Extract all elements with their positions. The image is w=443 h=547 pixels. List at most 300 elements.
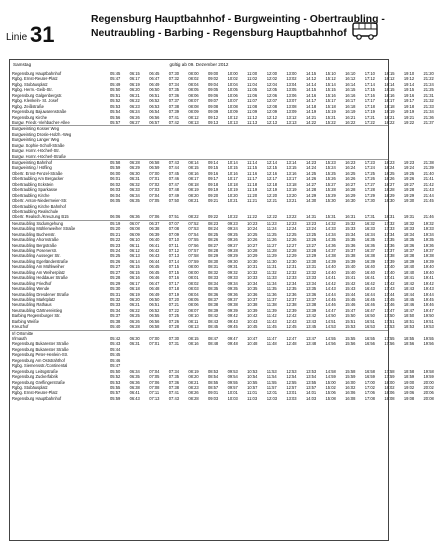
departure-time: 09:27 xyxy=(227,242,238,248)
departure-time: 17:28 xyxy=(364,187,375,193)
departure-time: 16:22 xyxy=(345,119,356,125)
departure-time: 14:53 xyxy=(325,324,336,330)
departure-time: 08:43 xyxy=(207,318,219,324)
day-label: Samstag xyxy=(13,62,32,67)
departure-time: 12:25 xyxy=(286,231,297,237)
departure-time: 15:06 xyxy=(325,390,336,396)
departure-time: 13:55 xyxy=(305,379,317,385)
departure-time: 14:28 xyxy=(305,187,317,193)
departure-time: 18:55 xyxy=(403,336,415,341)
departure-time: 10:18 xyxy=(227,181,238,187)
departure-time: 16:56 xyxy=(364,341,375,347)
departure-time: 08:02 xyxy=(188,280,199,286)
departure-time: 10:12 xyxy=(227,114,238,120)
stop-name: Rgbg. Herm.-Geib-Str. xyxy=(12,87,53,93)
departure-time: 09:07 xyxy=(207,98,219,104)
departure-time: 15:39 xyxy=(345,258,356,264)
departure-time: 19:47 xyxy=(423,307,434,313)
stop-name: Kreuzhof xyxy=(12,324,29,330)
departure-time: 08:19 xyxy=(188,368,199,374)
stop-name: Neutraubling Posenerstr. xyxy=(12,248,58,253)
stop-name: Neutraubling Rathaus xyxy=(12,302,52,308)
departure-time: 16:47 xyxy=(364,307,375,313)
departure-time: 11:06 xyxy=(247,92,258,98)
departure-time: 14:59 xyxy=(325,374,336,380)
departure-time: 18:28 xyxy=(384,187,395,193)
departure-time: 05:46 xyxy=(110,357,121,363)
departure-time: 05:47 xyxy=(110,76,121,82)
departure-time: 13:57 xyxy=(305,384,317,390)
departure-time: 19:00 xyxy=(403,379,415,385)
departure-time: 18:40 xyxy=(403,269,415,275)
departure-time: 17:10 xyxy=(364,71,375,76)
departure-time: 06:32 xyxy=(129,181,140,187)
departure-time: 10:03 xyxy=(227,395,238,401)
departure-time: 09:34 xyxy=(227,280,238,286)
departure-time: 10:27 xyxy=(247,242,258,248)
departure-time: 07:32 xyxy=(168,76,180,82)
departure-time: 08:19 xyxy=(188,187,199,193)
departure-time: 18:24 xyxy=(384,165,395,171)
departure-time: 17:22 xyxy=(364,119,375,125)
departure-time: 19:02 xyxy=(403,384,415,390)
departure-time: 18:06 xyxy=(384,390,395,396)
departure-time: 08:30 xyxy=(207,258,219,264)
departure-time: 09:29 xyxy=(227,253,238,259)
stop-name: Neutraubling Südumgehung xyxy=(12,220,63,226)
departure-time: 12:36 xyxy=(286,291,297,297)
departure-time: 08:09 xyxy=(188,109,199,115)
departure-time: 11:38 xyxy=(266,302,277,308)
departure-time: 11:31 xyxy=(266,264,277,270)
departure-time: 18:26 xyxy=(384,176,395,182)
departure-time: 19:19 xyxy=(403,109,415,115)
departure-time: 21:33 xyxy=(423,103,434,109)
departure-time: 11:04 xyxy=(247,81,258,87)
departure-time: 18:12 xyxy=(384,76,395,82)
departure-time: 14:15 xyxy=(305,87,317,93)
departure-time: 13:20 xyxy=(286,192,297,198)
departure-time: 13:42 xyxy=(305,313,317,319)
departure-time: 19:27 xyxy=(403,181,415,187)
departure-time: 05:49 xyxy=(110,81,121,87)
departure-time: 09:48 xyxy=(227,341,238,347)
departure-time: 14:01 xyxy=(305,390,317,396)
departure-time: 07:35 xyxy=(168,374,180,380)
departure-time: 14:46 xyxy=(325,302,336,308)
departure-time: 09:06 xyxy=(207,92,219,98)
departure-time: 16:12 xyxy=(345,76,356,82)
departure-time: 05:54 xyxy=(110,109,121,115)
departure-time: 14:16 xyxy=(305,92,317,98)
departure-time: 08:20 xyxy=(188,192,199,198)
departure-time: 19:40 xyxy=(423,264,434,270)
departure-time: 15:55 xyxy=(345,336,356,341)
departure-time: 09:30 xyxy=(227,258,238,264)
departure-time: 16:24 xyxy=(345,165,356,171)
departure-time: 05:21 xyxy=(110,231,121,237)
departure-time: 16:21 xyxy=(345,114,356,120)
departure-time: 21:36 xyxy=(423,114,434,120)
departure-time: 15:23 xyxy=(325,160,336,165)
departure-time: 08:11 xyxy=(188,318,199,324)
departure-time: 09:57 xyxy=(227,384,238,390)
departure-time: 15:16 xyxy=(325,92,336,98)
departure-time: 18:33 xyxy=(403,226,415,232)
stop-name: Regensburg Greflingerstraße xyxy=(12,379,66,385)
departure-time: 16:29 xyxy=(345,192,356,198)
departure-time: 06:29 xyxy=(129,165,140,171)
departure-time: 11:01 xyxy=(247,390,258,396)
departure-time: 07:03 xyxy=(149,187,160,193)
departure-time: 11:27 xyxy=(266,242,277,248)
departure-time: 08:47 xyxy=(207,336,219,341)
departure-time: 18:17 xyxy=(384,98,395,104)
departure-time: 11:16 xyxy=(247,170,258,176)
departure-time: 14:55 xyxy=(325,336,336,341)
departure-time: 12:54 xyxy=(286,374,297,380)
departure-time: 07:11 xyxy=(149,390,160,396)
departure-time: 05:51 xyxy=(110,92,121,98)
departure-time: 06:31 xyxy=(129,176,140,182)
departure-time: 09:37 xyxy=(227,296,238,302)
departure-time: 12:33 xyxy=(286,275,297,281)
departure-time: 07:04 xyxy=(149,368,160,374)
departure-time: 10:26 xyxy=(247,237,258,243)
departure-time: 05:30 xyxy=(110,286,121,292)
departure-time: 10:53 xyxy=(247,368,258,374)
departure-time: 12:57 xyxy=(286,384,297,390)
stop-name: Obertraubling Kirche Bahnhof xyxy=(12,203,66,209)
departure-time: 19:51 xyxy=(423,318,434,324)
departure-time: 09:24 xyxy=(227,226,238,232)
departure-time: 11:24 xyxy=(266,226,277,232)
departure-time: 05:45 xyxy=(110,352,121,358)
departure-time: 11:05 xyxy=(247,87,258,93)
departure-time: 07:36 xyxy=(168,92,180,98)
departure-time: 07:44 xyxy=(168,165,180,171)
departure-time: 07:16 xyxy=(168,275,180,281)
departure-time: 07:28 xyxy=(168,324,180,330)
stop-name: Regensburg Galgenbergstr. xyxy=(12,92,63,98)
departure-time: 18:34 xyxy=(403,231,415,237)
departure-time: 12:23 xyxy=(286,220,297,226)
departure-time: 14:30 xyxy=(305,198,317,204)
departure-time: 13:38 xyxy=(305,302,317,308)
departure-time: 09:12 xyxy=(207,114,219,120)
departure-time: 14:26 xyxy=(305,176,317,182)
departure-time: 15:44 xyxy=(345,291,356,297)
stop-name: Obertraubling Kirche xyxy=(12,192,50,198)
departure-time: 05:27 xyxy=(110,264,121,270)
departure-time: 10:43 xyxy=(247,318,258,324)
departure-time: 17:41 xyxy=(384,275,395,281)
departure-time: 08:37 xyxy=(207,296,219,302)
departure-time: 06:36 xyxy=(129,379,140,385)
departure-time: 06:02 xyxy=(110,181,121,187)
departure-time: 09:38 xyxy=(227,302,238,308)
departure-time: 15:45 xyxy=(345,296,356,302)
departure-time: 21:20 xyxy=(423,71,434,76)
departure-time: 18:37 xyxy=(403,248,415,253)
departure-time: 14:34 xyxy=(325,231,336,237)
departure-time: 19:36 xyxy=(423,242,434,248)
departure-time: 08:16 xyxy=(188,170,199,176)
departure-time: 07:01 xyxy=(149,341,160,347)
departure-time: 07:04 xyxy=(149,192,160,198)
departure-time: 09:04 xyxy=(207,81,219,87)
departure-time: 05:33 xyxy=(110,302,121,308)
departure-time: 14:45 xyxy=(325,296,336,302)
departure-time: 19:25 xyxy=(403,170,415,176)
departure-time: 14:14 xyxy=(305,81,317,87)
departure-time: 15:02 xyxy=(325,384,336,390)
departure-time: 06:09 xyxy=(129,231,140,237)
departure-time: 07:37 xyxy=(168,98,180,104)
departure-time: 13:54 xyxy=(305,374,317,380)
departure-time: 06:19 xyxy=(129,291,140,297)
departure-time: 17:33 xyxy=(384,226,395,232)
departure-time: 11:08 xyxy=(247,103,258,109)
departure-time: 18:51 xyxy=(403,318,415,324)
departure-time: 17:51 xyxy=(384,318,395,324)
departure-time: 17:18 xyxy=(364,103,375,109)
departure-time: 18:18 xyxy=(384,103,395,109)
departure-time: 13:35 xyxy=(305,286,317,292)
departure-time: 17:55 xyxy=(384,336,395,341)
departure-time: 08:39 xyxy=(207,307,219,313)
departure-time: 09:20 xyxy=(207,192,219,198)
departure-time: 16:36 xyxy=(364,242,375,248)
stop-name: Regensburg Hauptbahnhof xyxy=(12,395,62,401)
departure-time: 14:36 xyxy=(325,242,336,248)
departure-time: 06:56 xyxy=(149,114,160,120)
departure-time: 15:42 xyxy=(345,280,356,286)
departure-time: 12:21 xyxy=(266,198,277,204)
departure-time: 17:40 xyxy=(384,269,395,275)
departure-time: 15:40 xyxy=(345,264,356,270)
departure-time: 17:36 xyxy=(384,242,395,248)
departure-time: 19:30 xyxy=(403,198,415,204)
departure-time: 05:34 xyxy=(110,307,121,313)
departure-time: 18:46 xyxy=(403,302,415,308)
departure-time: 06:05 xyxy=(110,198,121,204)
departure-time: 18:41 xyxy=(403,275,415,281)
departure-time: 16:08 xyxy=(345,395,356,401)
departure-time: 06:51 xyxy=(149,92,160,98)
departure-time: 05:24 xyxy=(110,248,121,253)
departure-time: 05:52 xyxy=(110,98,121,104)
departure-time: 07:00 xyxy=(149,170,160,176)
departure-time: 17:44 xyxy=(384,291,395,297)
departure-time: 06:46 xyxy=(149,275,160,281)
departure-time: 19:39 xyxy=(423,258,434,264)
departure-time: 18:21 xyxy=(384,114,395,120)
departure-time: 14:40 xyxy=(325,269,336,275)
departure-time: 17:26 xyxy=(364,176,375,182)
departure-time: 08:45 xyxy=(207,324,219,330)
departure-time: 18:53 xyxy=(403,324,415,330)
departure-time: 18:23 xyxy=(384,160,395,165)
departure-time: 12:20 xyxy=(266,192,277,198)
departure-time: 19:23 xyxy=(403,160,415,165)
departure-time: 05:28 xyxy=(110,275,121,281)
departure-time: 08:29 xyxy=(207,253,219,259)
departure-time: 09:54 xyxy=(227,374,238,380)
departure-time: 06:16 xyxy=(129,275,140,281)
departure-time: 16:39 xyxy=(364,258,375,264)
departure-time: 13:21 xyxy=(286,198,297,204)
departure-time: 08:07 xyxy=(188,98,199,104)
departure-time: 19:59 xyxy=(423,374,434,380)
departure-time: 14:19 xyxy=(305,109,317,115)
departure-time: 09:22 xyxy=(207,214,219,220)
line-label: Linie xyxy=(6,32,28,43)
departure-time: 13:01 xyxy=(286,390,297,396)
departure-time: 06:38 xyxy=(129,384,140,390)
departure-time: 12:16 xyxy=(266,170,277,176)
departure-time: 21:43 xyxy=(423,187,434,193)
departure-time: 06:15 xyxy=(129,269,140,275)
stop-rows xyxy=(10,71,434,401)
departure-time: 10:06 xyxy=(227,92,238,98)
departure-time: 05:50 xyxy=(110,87,121,93)
departure-time: 17:00 xyxy=(364,379,375,385)
stop-name: Burgweinting / Höfling xyxy=(12,165,52,171)
departure-time: 15:38 xyxy=(345,253,356,259)
departure-time: 12:31 xyxy=(286,264,297,270)
departure-time: 16:50 xyxy=(364,313,375,319)
departure-time: 09:15 xyxy=(207,165,219,171)
departure-time: 13:15 xyxy=(286,165,297,171)
departure-time: 08:32 xyxy=(207,269,219,275)
departure-time: 05:19 xyxy=(110,220,121,226)
departure-time: 15:08 xyxy=(325,395,336,401)
departure-time: 07:07 xyxy=(168,220,180,226)
departure-time: 07:39 xyxy=(168,109,180,115)
departure-time: 15:29 xyxy=(325,192,336,198)
departure-time: 18:08 xyxy=(384,395,395,401)
departure-time: 12:14 xyxy=(266,160,277,165)
departure-time: 13:07 xyxy=(286,98,297,104)
departure-time: 08:48 xyxy=(207,341,219,347)
departure-time: 13:06 xyxy=(286,92,297,98)
departure-time: 21:31 xyxy=(423,92,434,98)
departure-time: 09:18 xyxy=(207,181,219,187)
departure-time: 12:05 xyxy=(266,87,277,93)
stop-name: Obertraubling Realschule xyxy=(12,208,59,214)
departure-time: 08:00 xyxy=(188,264,199,270)
departure-time: 11:39 xyxy=(266,307,277,313)
departure-time: 13:02 xyxy=(286,76,297,82)
departure-time: 07:35 xyxy=(168,87,180,93)
departure-time: 17:02 xyxy=(364,384,375,390)
departure-time: 05:38 xyxy=(110,318,121,324)
departure-time: 17:19 xyxy=(364,109,375,115)
departure-time: 08:26 xyxy=(188,390,199,396)
stop-name: Neutraubling Mühlenweiher Straße xyxy=(12,226,76,232)
departure-time: 08:28 xyxy=(188,395,199,401)
departure-time: 11:47 xyxy=(266,336,277,341)
departure-time: 19:15 xyxy=(403,87,415,93)
departure-time: 07:06 xyxy=(149,379,160,385)
departure-time: 05:59 xyxy=(110,165,121,171)
departure-time: 16:32 xyxy=(364,220,375,226)
departure-time: 05:40 xyxy=(110,324,121,330)
departure-time: 19:06 xyxy=(403,390,415,396)
departure-time: 06:58 xyxy=(149,160,160,165)
departure-time: 08:14 xyxy=(188,160,199,165)
departure-time: 10:05 xyxy=(227,87,238,93)
departure-time: 15:30 xyxy=(325,198,336,204)
stop-name: Burgweinting Bahnhof xyxy=(12,160,53,165)
departure-time: 07:08 xyxy=(168,226,180,232)
departure-time: 08:06 xyxy=(188,302,199,308)
departure-time: 19:58 xyxy=(423,368,434,374)
departure-time: 11:25 xyxy=(266,231,277,237)
departure-time: 14:37 xyxy=(325,248,336,253)
departure-time: 10:28 xyxy=(247,248,258,253)
departure-time: 21:34 xyxy=(423,109,434,115)
departure-time: 14:24 xyxy=(305,165,317,171)
departure-time: 08:00 xyxy=(188,269,199,275)
stop-name: Obertr. Realsch./Kreuzung B15 xyxy=(12,214,69,220)
departure-time: 14:17 xyxy=(305,98,317,104)
departure-time: 09:47 xyxy=(227,336,238,341)
departure-time: 19:43 xyxy=(423,286,434,292)
departure-time: 07:51 xyxy=(168,214,180,220)
departure-time: 06:30 xyxy=(129,170,140,176)
departure-time: 14:31 xyxy=(305,214,317,220)
departure-time: 15:58 xyxy=(345,368,356,374)
departure-time: 21:38 xyxy=(423,160,434,165)
departure-time: 07:19 xyxy=(168,291,180,297)
departure-time: 08:12 xyxy=(188,114,199,120)
departure-time: 06:36 xyxy=(129,214,140,220)
departure-time: 16:23 xyxy=(345,160,356,165)
departure-time: 09:45 xyxy=(227,324,238,330)
departure-time: 11:42 xyxy=(266,313,277,319)
departure-time: 05:47 xyxy=(110,363,121,369)
departure-time: 19:34 xyxy=(423,231,434,237)
departure-time: 06:28 xyxy=(129,324,140,330)
stop-name: Neutraubling Marktplatz xyxy=(12,296,56,302)
departure-time: 08:21 xyxy=(188,379,199,385)
departure-time: 08:16 xyxy=(188,341,199,347)
departure-time: 09:23 xyxy=(227,220,238,226)
departure-time: 06:26 xyxy=(129,318,140,324)
departure-time: 16:37 xyxy=(364,248,375,253)
departure-time: 08:06 xyxy=(188,92,199,98)
departure-time: 14:43 xyxy=(325,286,336,292)
departure-time: 10:07 xyxy=(227,98,238,104)
departure-time: 17:15 xyxy=(364,87,375,93)
departure-time: 19:12 xyxy=(403,76,415,82)
departure-time: 13:24 xyxy=(305,226,317,232)
departure-time: 17:38 xyxy=(384,253,395,259)
departure-time: 19:28 xyxy=(403,187,415,193)
departure-time: 07:21 xyxy=(168,302,180,308)
departure-time: 19:55 xyxy=(423,336,434,341)
departure-time: 06:43 xyxy=(129,395,140,401)
timetable-header xyxy=(0,0,400,56)
departure-time: 06:14 xyxy=(129,258,140,264)
departure-time: 07:43 xyxy=(168,395,180,401)
departure-time: 12:30 xyxy=(286,258,297,264)
departure-time: 10:00 xyxy=(227,71,238,76)
departure-time: 06:22 xyxy=(129,98,140,104)
departure-time: 18:19 xyxy=(384,109,395,115)
